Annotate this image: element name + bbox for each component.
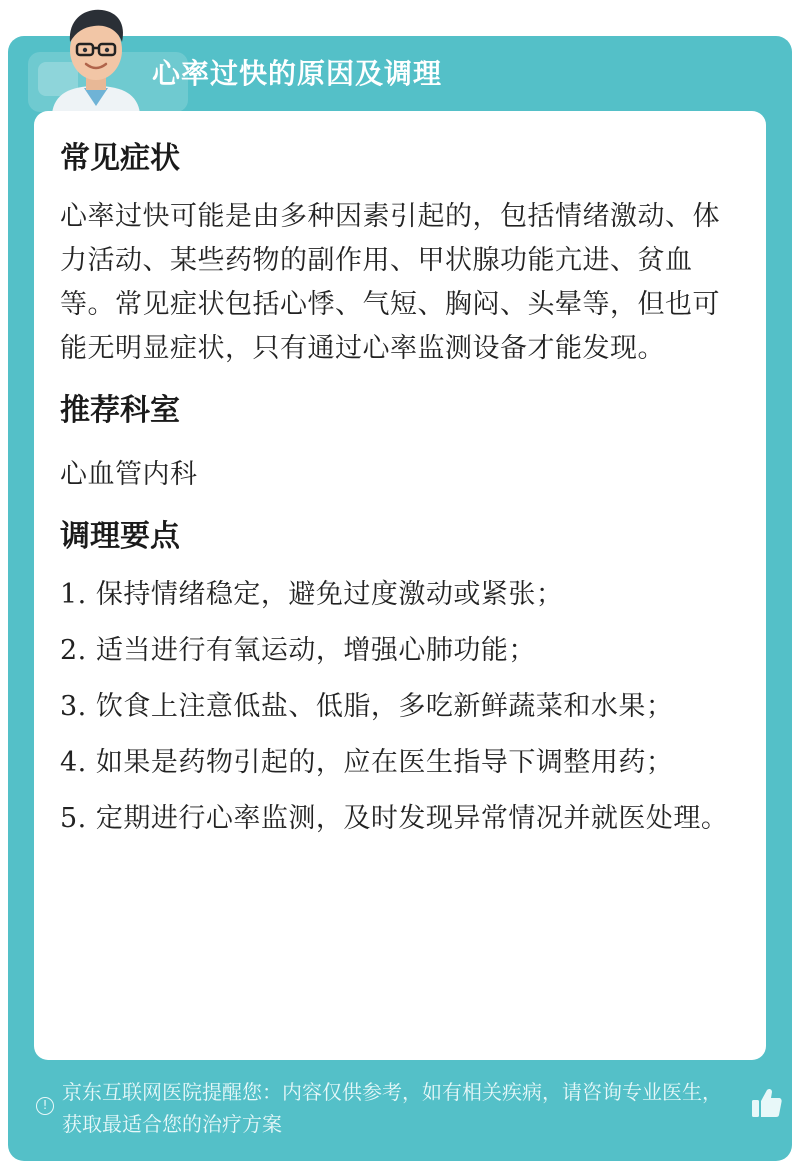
- section-body-symptoms: 心率过快可能是由多种因素引起的，包括情绪激动、体力活动、某些药物的副作用、甲状腺功能亢进、贫血等。常见症状包括心悸、气短、胸闷、头晕等，但也可能无明显症状，只有通过心率监测设备才能发现。: [60, 201, 720, 364]
- thumbs-up-icon[interactable]: [750, 1086, 784, 1120]
- section-heading-department: 推荐科室: [60, 393, 180, 428]
- list-item: 5. 定期进行心率监测，及时发现异常情况并就医处理。: [60, 803, 729, 834]
- content-card: [34, 111, 766, 1060]
- doctor-avatar-icon: [44, 2, 148, 114]
- list-item: 2. 适当进行有氧运动，增强心肺功能；: [60, 635, 536, 666]
- page-title: 心率过快的原因及调理: [152, 57, 443, 90]
- list-item: 4. 如果是药物引起的，应在医生指导下调整用药；: [60, 747, 674, 778]
- care-points-list: [60, 573, 730, 841]
- list-item: 1. 保持情绪稳定，避免过度激动或紧张；: [60, 579, 564, 610]
- section-heading-symptoms: 常见症状: [60, 141, 180, 176]
- info-icon: !: [36, 1097, 54, 1115]
- section-body-department: 心血管内科: [60, 459, 198, 490]
- section-heading-care-points: 调理要点: [60, 519, 180, 554]
- disclaimer-text: 京东互联网医院提醒您：内容仅供参考，如有相关疾病，请咨询专业医生，获取最适合您的治疗方案: [62, 1080, 722, 1136]
- list-item: 3. 饮食上注意低盐、低脂，多吃新鲜蔬菜和水果；: [60, 691, 674, 722]
